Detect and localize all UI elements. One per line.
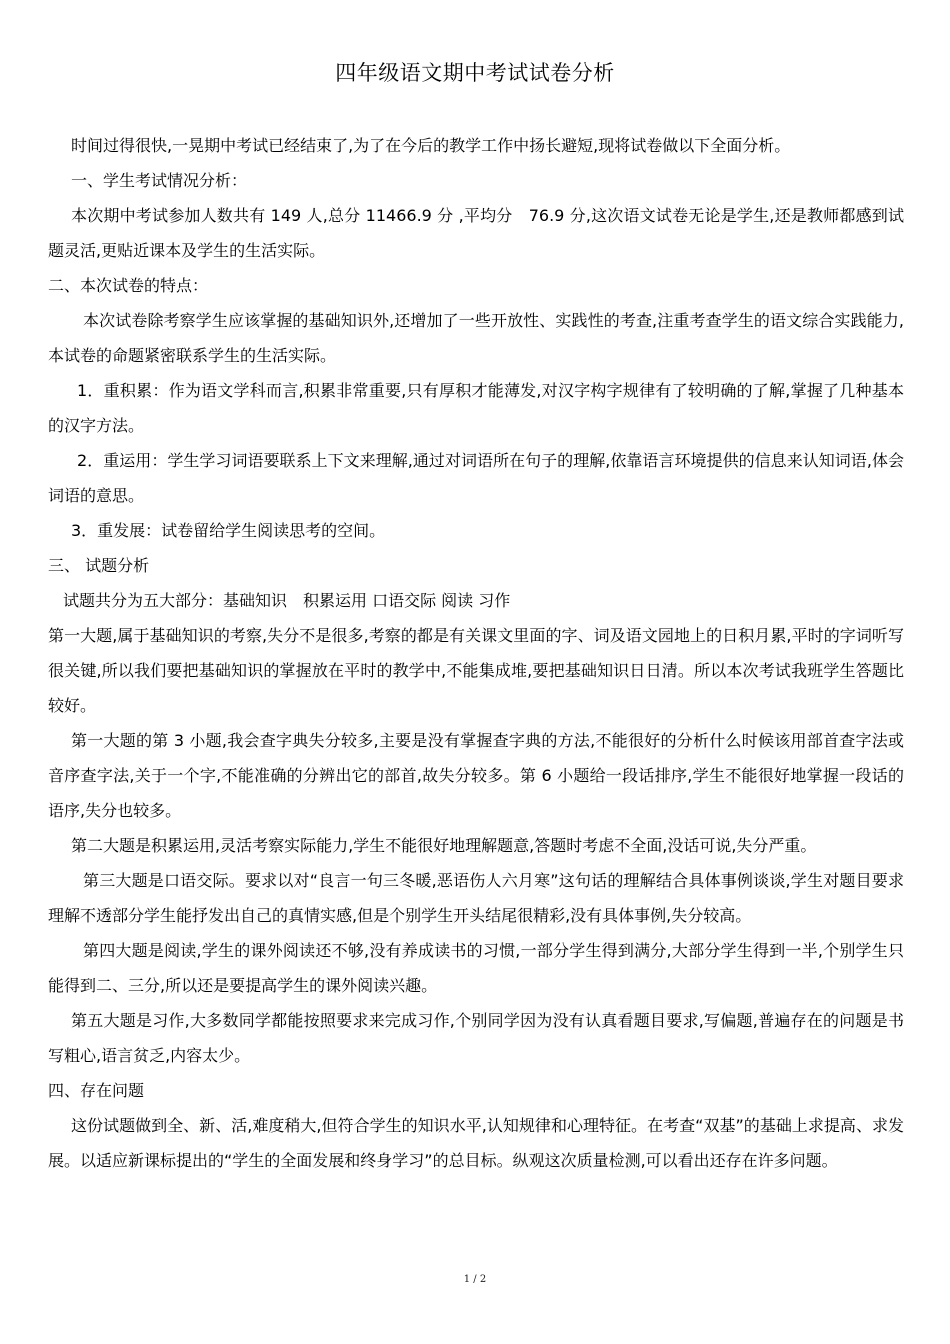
section-heading-2: 二、本次试卷的特点： xyxy=(48,276,209,295)
paragraph-part-five: 第五大题是习作,大多数同学都能按照要求来完成习作,个别同学因为没有认真看题目要求,写偏题,普遍存在的问题是书写粗心,语言贫乏,内容太少。 xyxy=(48,1011,904,1065)
paragraph-intro: 时间过得很快,一晃期中考试已经结束了,为了在今后的教学工作中扬长避短,现将试卷做以下全面分析。 xyxy=(71,136,791,155)
section-heading-3: 三、 试题分析 xyxy=(48,556,150,575)
list-item-accumulation: 1．重积累：作为语文学科而言,积累非常重要,只有厚积才能薄发,对汉字构字规律有了较明确的了解,掌握了几种基本的汉字方法。 xyxy=(48,381,904,435)
section-heading-1: 一、学生考试情况分析： xyxy=(71,171,248,190)
section-heading-4: 四、存在问题 xyxy=(48,1081,145,1100)
paragraph-part-three: 第三大题是口语交际。要求以对“良言一句三冬暖,恶语伤人六月寒”这句话的理解结合具体事例谈谈,学生对题目要求理解不透部分学生能抒发出自己的真情实感,但是个别学生开头结尾很精彩,没有具体事例,失分较高。 xyxy=(48,871,904,925)
list-item-application: 2．重运用：学生学习词语要联系上下文来理解,通过对词语所在句子的理解,依靠语言环境提供的信息来认知词语,体会词语的意思。 xyxy=(48,451,904,505)
document-title: 四年级语文期中考试试卷分析 xyxy=(335,61,615,85)
paragraph-five-parts: 试题共分为五大部分：基础知识 积累运用 口语交际 阅读 习作 xyxy=(63,591,511,610)
paragraph-exam-stats: 本次期中考试参加人数共有 149 人,总分 11466.9 分 ,平均分 76.9 分,这次语文试卷无论是学生,还是教师都感到试题灵活,更贴近课本及学生的生活实际。 xyxy=(48,206,904,260)
list-item-development: 3．重发展：试卷留给学生阅读思考的空间。 xyxy=(71,521,386,540)
paragraph-part-four: 第四大题是阅读,学生的课外阅读还不够,没有养成读书的习惯,一部分学生得到满分,大部分学生得到一半,个别学生只能得到二、三分,所以还是要提高学生的课外阅读兴趣。 xyxy=(48,941,904,995)
paragraph-problems: 这份试题做到全、新、活,难度稍大,但符合学生的知识水平,认知规律和心理特征。在考查“双基”的基础上求提高、求发展。以适应新课标提出的“学生的全面发展和终身学习”的总目标。纵观这次质量检测,可以看出还存在许多问题。 xyxy=(48,1116,904,1170)
document-body xyxy=(48,128,904,1178)
paragraph-part-one: 第一大题,属于基础知识的考察,失分不是很多,考察的都是有关课文里面的字、词及语文园地上的日积月累,平时的字词听写很关键,所以我们要把基础知识的掌握放在平时的教学中,不能集成堆,要把基础知识日日清。所以本次考试我班学生答题比较好。 xyxy=(48,626,904,715)
paragraph-part-two: 第二大题是积累运用,灵活考察实际能力,学生不能很好地理解题意,答题时考虑不全面,没话可说,失分严重。 xyxy=(71,836,817,855)
paragraph-features: 本次试卷除考察学生应该掌握的基础知识外,还增加了一些开放性、实践性的考查,注重考查学生的语文综合实践能力,本试卷的命题紧密联系学生的生活实际。 xyxy=(48,311,904,365)
paragraph-part-one-detail: 第一大题的第 3 小题,我会查字典失分较多,主要是没有掌握查字典的方法,不能很好的分析什么时候该用部首查字法或音序查字法,关于一个字,不能准确的分辨出它的部首,故失分较多。第 6 小题给一段话排序,学生不能很好地掌握一段话的语序,失分也较多。 xyxy=(48,731,904,820)
page-number: 1 / 2 xyxy=(463,1274,487,1285)
